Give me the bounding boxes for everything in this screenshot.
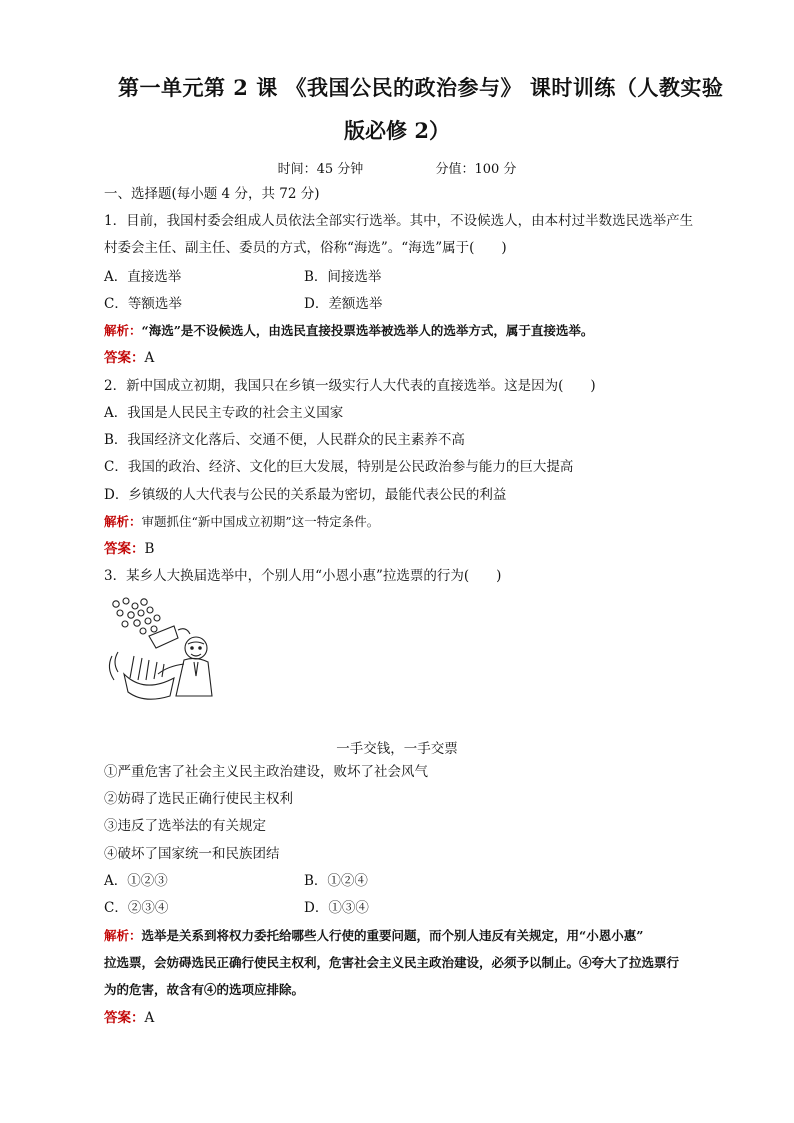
document-title-line2: 版必修 2） [344,118,450,143]
q1-options-row2 [104,294,744,314]
q3-answer [104,1008,744,1028]
q2-analysis-text: 审题抓住“新中国成立初期”这一特定条件。 [141,514,380,529]
q1-option-b: B．间接选举 [304,269,382,285]
exam-score: 分值：100 分 [435,162,517,177]
q1-option-d: D．差额选举 [304,296,383,312]
q3-statement-2: ②妨碍了选民正确行使民主权利 [104,791,293,807]
analysis-label: 解析： [104,514,142,529]
q1-option-a: A．直接选举 [104,269,182,285]
answer-label: 答案： [104,350,145,366]
q2-option-a: A．我国是人民民主专政的社会主义国家 [104,405,344,421]
q3-analysis-text1: 选举是关系到将权力委托给哪些人行使的重要问题，而个别人违反有关规定，用“小恩小惠” [141,928,644,943]
q3-statement-3: ③违反了选举法的有关规定 [104,818,266,834]
cartoon-caption: 一手交钱，一手交票 [336,741,458,757]
q3-analysis-line2: 拉选票，会妨碍选民正确行使民主权利，危害社会主义民主政治建设，必须予以制止。④夸大了拉选票行 [104,955,680,970]
q1-answer [104,348,744,368]
q1-analysis-text: “海选”是不设候选人，由选民直接投票选举被选举人的选举方式，属于直接选举。 [141,323,594,338]
q1-answer-value: A [144,350,155,366]
q2-stem: 2．新中国成立初期，我国只在乡镇一级实行人大代表的直接选举。这是因为( ) [104,378,596,394]
q3-answer-value: A [144,1010,155,1026]
q2-analysis [104,512,744,532]
q3-option-c: C．②③④ [104,900,169,916]
q3-statement-1: ①严重危害了社会主义民主政治建设，败坏了社会风气 [104,764,428,780]
q3-analysis-line1 [104,926,744,946]
analysis-label: 解析： [104,323,142,338]
q3-stem: 3．某乡人大换届选举中，个别人用“小恩小惠”拉选票的行为( ) [104,568,502,584]
q3-statement-4: ④破坏了国家统一和民族团结 [104,846,280,862]
document-title-line1: 第一单元第 2 课 《我国公民的政治参与》 课时训练（人教实验 [118,75,724,100]
section-heading: 一、选择题(每小题 4 分，共 72 分) [104,186,320,202]
cartoon-illustration [104,596,216,708]
q3-options-row1 [104,871,744,891]
analysis-label: 解析： [104,928,142,943]
q3-analysis-line3: 为的危害，故含有④的选项应排除。 [104,982,305,997]
q2-option-d: D．乡镇级的人大代表与公民的关系最为密切，最能代表公民的利益 [104,487,507,503]
q1-analysis [104,321,744,341]
q1-stem-line1: 1．目前，我国村委会组成人员依法全部实行选举。其中，不设候选人，由本村过半数选民选举产生 [104,213,694,229]
answer-label: 答案： [104,1010,145,1026]
q1-options-row1 [104,267,744,287]
q2-option-c: C．我国的政治、经济、文化的巨大发展，特别是公民政治参与能力的巨大提高 [104,459,574,475]
q2-option-b: B．我国经济文化落后、交通不便，人民群众的民主素养不高 [104,432,465,448]
q3-option-b: B．①②④ [304,873,368,889]
exam-meta [0,158,794,177]
exam-time: 时间：45 分钟 [277,162,364,177]
q3-options-row2 [104,898,744,918]
q3-option-d: D．①③④ [304,900,369,916]
q1-stem-line2: 村委会主任、副主任、委员的方式，俗称“海选”。“海选”属于( ) [104,240,507,256]
q3-option-a: A．①②③ [104,873,168,889]
answer-label: 答案： [104,541,145,557]
q2-answer [104,539,744,559]
q1-option-c: C．等额选举 [104,296,182,312]
q2-answer-value: B [144,541,155,557]
